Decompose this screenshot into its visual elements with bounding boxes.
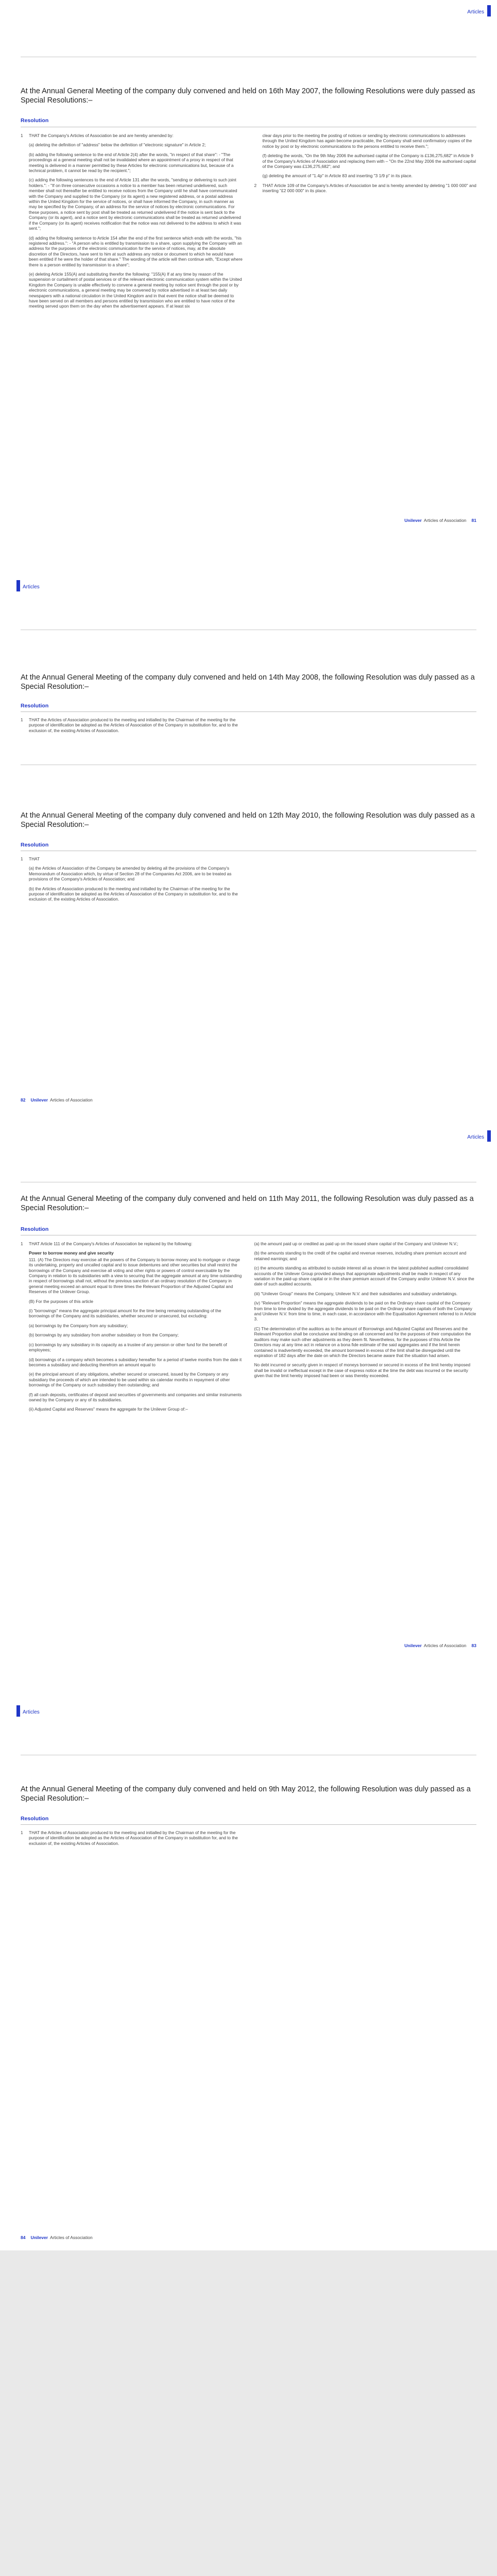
paragraph: (B) For the purposes of this article	[29, 1298, 93, 1304]
page-number: 84	[21, 2235, 26, 2240]
meeting-heading: At the Annual General Meeting of the company duly convened and held on 14th May 2008, the following Resolution was duly passed as a Special Resolution:–	[21, 673, 475, 691]
brand-name: Unilever	[404, 518, 422, 523]
footer-title: Articles of Association	[423, 1643, 467, 1648]
item-number: 2	[254, 182, 257, 188]
page-81	[0, 0, 497, 563]
section-tab-marker	[487, 5, 491, 16]
divider	[21, 711, 476, 712]
paragraph: (a) the amount paid up or credited as paid up on the issued share capital of the Company and Unilever N.V.;	[254, 1241, 458, 1246]
paragraph: THAT the Articles of Association produced to the meeting and initialled by the Chairman of the meeting for the purpose of identification be adopted as the Articles of Association of the Company in substitution for, and to the exclusion of, the existing Articles of Association.	[29, 717, 238, 733]
paragraph: THAT the Articles of Association produced to the meeting and initialled by the Chairman of the meeting for the purpose of identification be adopted as the Articles of Association of the Company in substitution for, and to the exclusion of, the existing Articles of Association.	[29, 1830, 238, 1846]
brand-name: Unilever	[404, 1643, 422, 1648]
paragraph: (e) deleting Article 155(A) and substituting therefor the following: "155(A) If at any time by reason of the suspension or curtailment of postal services or of the relevant electronic communication system within the United Kingdom the Company is unable effectively to convene a general meeting by notice sent through the post or by electronic communications, a general meeting may be convened by notice advertised in at least two daily newspapers with a national circulation in the United Kingdom and in that event the notice shall be deemed to have been served on all members and persons entitled by transmission who are entitled to have notice of the meeting served upon them on the day when the advertisement appears. If at least six	[29, 271, 242, 309]
page-82	[0, 563, 497, 1125]
paragraph: (ii) Adjusted Capital and Reserves" means the aggregate for the Unilever Group of:–	[29, 1406, 188, 1412]
section-tab-label: Articles	[23, 584, 40, 590]
paragraph: (f) all cash deposits, certificates of deposit and securities of governments and companies and similar instruments owned by the Company or any of its subsidiaries.	[29, 1392, 242, 1402]
resolution-body	[21, 133, 476, 313]
resolution-body	[21, 856, 476, 906]
section-tab[interactable]	[16, 580, 40, 591]
paragraph: (a) borrowings by the Company from any subsidiary;	[29, 1323, 128, 1328]
section-tab[interactable]	[16, 1705, 40, 1717]
page-footer	[21, 2235, 93, 2240]
page-number: 83	[471, 1643, 476, 1648]
resolution-item	[21, 1830, 243, 1850]
paragraph: (i) "borrowings" means the aggregate principal amount for the time being remaining outstanding of the borrowings of the Company and its subsidiaries, whether secured or unsecured, but excluding:	[29, 1308, 221, 1319]
item-number: 1	[21, 717, 23, 722]
item-number: 1	[21, 133, 23, 138]
paragraph: (b) borrowings by any subsidiary from another subsidiary or from the Company;	[29, 1332, 179, 1338]
paragraph: (b) the Articles of Association produced to the meeting and initialled by the Chairman of the meeting for the purpose of identification be adopted as the Articles of Association of the Company in substitution for, and to the exclusion of, the existing Articles of Association.	[29, 886, 238, 902]
section-tab-marker	[16, 580, 20, 591]
column-right	[254, 133, 477, 313]
paragraph: (d) borrowings of a company which becomes a subsidiary hereafter for a period of twelve months from the date it becomes a subsidiary and deducting therefrom an amount equal to	[29, 1357, 242, 1367]
paragraph: (b) the amounts standing to the credit of the capital and revenue reserves, including share premium account and retained earnings; and	[254, 1250, 467, 1261]
paragraph: (b) adding the following sentence to the end of Article 2(4) after the words, "in respect of that share": - "The proceedings at a general meeting shall not be invalidated where an appointment of a proxy in respect of that meeting is delivered in a manner permitted by these Articles for electronic communications but, because of a technical problem, it cannot be read by the recipient.";	[29, 151, 234, 174]
resolution-label: Resolution	[21, 703, 49, 709]
meeting-heading: At the Annual General Meeting of the company duly convened and held on 12th May 2010, the following Resolution was duly passed as a Special Resolution:–	[21, 811, 475, 829]
page-number: 81	[471, 518, 476, 523]
resolution-label: Resolution	[21, 1226, 49, 1232]
section-tab-label: Articles	[467, 9, 484, 15]
item-number: 1	[21, 1241, 23, 1246]
paragraph: (c) borrowings by any subsidiary in its capacity as a trustee of any pension or other fund for the benefit of employees;	[29, 1342, 227, 1353]
page-84	[0, 1688, 497, 2250]
item-number: 1	[21, 1830, 23, 1835]
section-tab-label: Articles	[467, 1134, 484, 1140]
page-footer	[404, 1643, 476, 1648]
subheading: Power to borrow money and give security	[29, 1250, 114, 1256]
resolution-body	[21, 1241, 476, 1416]
section-tab-marker	[487, 1130, 491, 1142]
paragraph: (c) the amounts standing as attributed to outside interest all as shown in the latest published audited consolidated accounts of the Unilever Group provided always that appropriate adjustments shall be made in respect of any variation in the paid-up share capital or in the share premium account of the Company and/or Unilever N.V. since the date of such audited accounts.	[254, 1265, 474, 1287]
meeting-heading: At the Annual General Meeting of the company duly convened and held on 16th May 2007, the following Resolutions were duly passed as Special Resolutions:–	[21, 87, 475, 105]
paragraph: 111. (A) The Directors may exercise all the powers of the Company to borrow money and to mortgage or charge its undertaking, property and uncalled capital and to issue debentures and other securities but shall restrict the borrowings of the Company and exercise all voting and other rights or powers of control exercisable by the Company in relation to its subsidiaries with a view to securing that the aggregate amount at any time outstanding in respect of borrowings shall not, without the previous sanction of an ordinary resolution of the Company in general meeting exceed an amount equal to three times the Relevant Proportion of the Adjusted Capital and Reserves of the Unilever Group.	[29, 1257, 242, 1295]
resolution-item	[254, 183, 477, 198]
section-tab[interactable]	[467, 5, 491, 16]
paragraph: (a) the Articles of Association of the Company be amended by deleting all the provisions of the Company's Memorandum of Association which, by virtue of Section 28 of the Companies Act 2006, are to be treated as provisions of the Company's Articles of Association; and	[29, 866, 232, 882]
brand-name: Unilever	[30, 2235, 48, 2240]
footer-title: Articles of Association	[50, 2235, 93, 2240]
page-footer	[21, 1097, 93, 1103]
paragraph: (iii) "Unilever Group" means the Company, Unilever N.V. and their subsidiaries and subsidiary undertakings.	[254, 1291, 458, 1296]
paragraph: THAT	[29, 856, 40, 861]
section-tab[interactable]	[467, 1130, 491, 1142]
meeting-heading: At the Annual General Meeting of the company duly convened and held on 9th May 2012, the following Resolution was duly passed as a Special Resolution:–	[21, 1785, 471, 1803]
footer-title: Articles of Association	[50, 1097, 93, 1103]
paragraph: clear days prior to the meeting the posting of notices or sending by electronic communications to addresses through the United Kingdom has again become practicable, the Company shall send confirmatory copies of the notice by post or by electronic communications to the persons entitled to receive them.";	[262, 133, 472, 149]
paragraph: THAT Article 111 of the Company's Articles of Association be replaced by the following:	[29, 1241, 193, 1246]
item-number: 1	[21, 856, 23, 861]
resolution-body	[21, 1830, 476, 1850]
divider	[21, 1824, 476, 1825]
page-number: 82	[21, 1097, 26, 1103]
paragraph: (C) The determination of the auditors as to the amount of Borrowings and Adjusted Capital and Reserves and the Relevant Proportion shall be conclusive and binding on all concerned and for the purposes of their computation the auditors may make such other adjustments as they deem fit. Nevertheless, for the purposes of this Article the Directors may at any time act in reliance on a bona fide estimate of the said aggregates and if the limit herein contained is inadvertently exceeded, the amount borrowed in excess of the limit shall be disregarded until the expiration of 182 days after the date on which the Directors became aware that the situation had arisen.	[254, 1326, 471, 1358]
section-tab-marker	[16, 1705, 20, 1717]
paragraph: (iv) "Relevant Proportion" means the aggregate dividends to be paid on the Ordinary share capital of the Company from time to time divided by the aggregate dividends to be paid on the Ordinary share capitals of both the Company and Unilever N.V. from time to time, in each case, in accordance with the Equalisation Agreement referred to in Article 3.	[254, 1300, 476, 1322]
section-tab-label: Articles	[23, 1709, 40, 1715]
resolution-item	[21, 856, 243, 906]
resolution-label: Resolution	[21, 842, 49, 848]
paragraph: (c) adding the following sentences to the end of Article 131 after the words, "sending or delivering to such joint holders.": - "If on three consecutive occasions a notice to a member has been returned undelivered, such member shall not thereafter be entitled to receive notices from the Company until he shall have communicated with the Company and supplied to the Company (or its agent) a new registered address, or a postal address within the United Kingdom for the service of notices, or shall have informed the Company, in such manner as may be specified by the Company, of an address for the service of notices by electronic communications. For these purposes, a notice sent by post shall be treated as returned undelivered if the notice is sent back to the Company (or its agent), and a notice sent by electronic communications shall be treated as returned undelivered if the Company (or its agent) receives notification that the notice was not delivered to the address to which it was sent.";	[29, 177, 242, 231]
paragraph: No debt incurred or security given in respect of moneys borrowed or secured in excess of the limit hereby imposed shall be invalid or ineffectual except in the case of express notice at the time the debt was incurred or the security given that the limit hereby imposed had been or was thereby exceeded.	[254, 1362, 471, 1379]
resolution-body	[21, 717, 476, 737]
column-left	[21, 133, 243, 313]
resolution-item	[21, 133, 243, 313]
paragraph: (f) deleting the words, "On the 9th May 2006 the authorised capital of the Company is £136,275,682" in Article 9 of the Company's Articles of Association and replacing them with – "On the 22nd May 2006 the authorised capital of the Company was £136,275,682"; and	[262, 153, 476, 170]
page-footer	[404, 518, 476, 523]
brand-name: Unilever	[30, 1097, 48, 1103]
paragraph: (g) deleting the amount of "1.4p" in Article 83 and inserting "3 1/9 p" in its place.	[262, 173, 413, 179]
page-83	[0, 1125, 497, 1688]
resolution-item	[21, 717, 243, 737]
paragraph: THAT the Company's Articles of Association be and are hereby amended by:	[29, 133, 174, 138]
paragraph: (e) the principal amount of any obligations, whether secured or unsecured, issued by the Company or any subsidiary the proceeds of which are intended to be used within six calendar months in repayment of other borrowings of the Company or such subsidiary then outstanding; and	[29, 1371, 230, 1388]
column-left	[21, 1241, 243, 1416]
resolution-item	[21, 1241, 243, 1416]
paragraph: THAT Article 109 of the Company's Articles of Association be and is hereby amended by deleting "1 000 000" and inserting "£2 000 000" in its place.	[262, 182, 476, 194]
footer-title: Articles of Association	[423, 518, 467, 523]
column-right	[254, 1241, 477, 1416]
resolution-label: Resolution	[21, 1816, 49, 1822]
paragraph: (a) deleting the definition of "address" below the definition of "electronic signature" in Article 2;	[29, 142, 206, 148]
paragraph: (d) adding the following sentence to Article 154 after the end of the first sentence which ends with the words, "his registered address.": - "A person who is entitled by transmission to a share, upon supplying the Company with an address for the purposes of the electronic communication for the service of notices, may, at the absolute discretion of the Directors, have sent to him at such address any notice or document to which he would have been entitled if he were the holder of that share." The wording of the article will then continue with, "Except where there is a person entitled by transmission to a share";	[29, 235, 243, 267]
resolution-label: Resolution	[21, 117, 49, 124]
meeting-heading: At the Annual General Meeting of the company duly convened and held on 11th May 2011, the following Resolution was duly passed as a Special Resolution:–	[21, 1195, 474, 1212]
